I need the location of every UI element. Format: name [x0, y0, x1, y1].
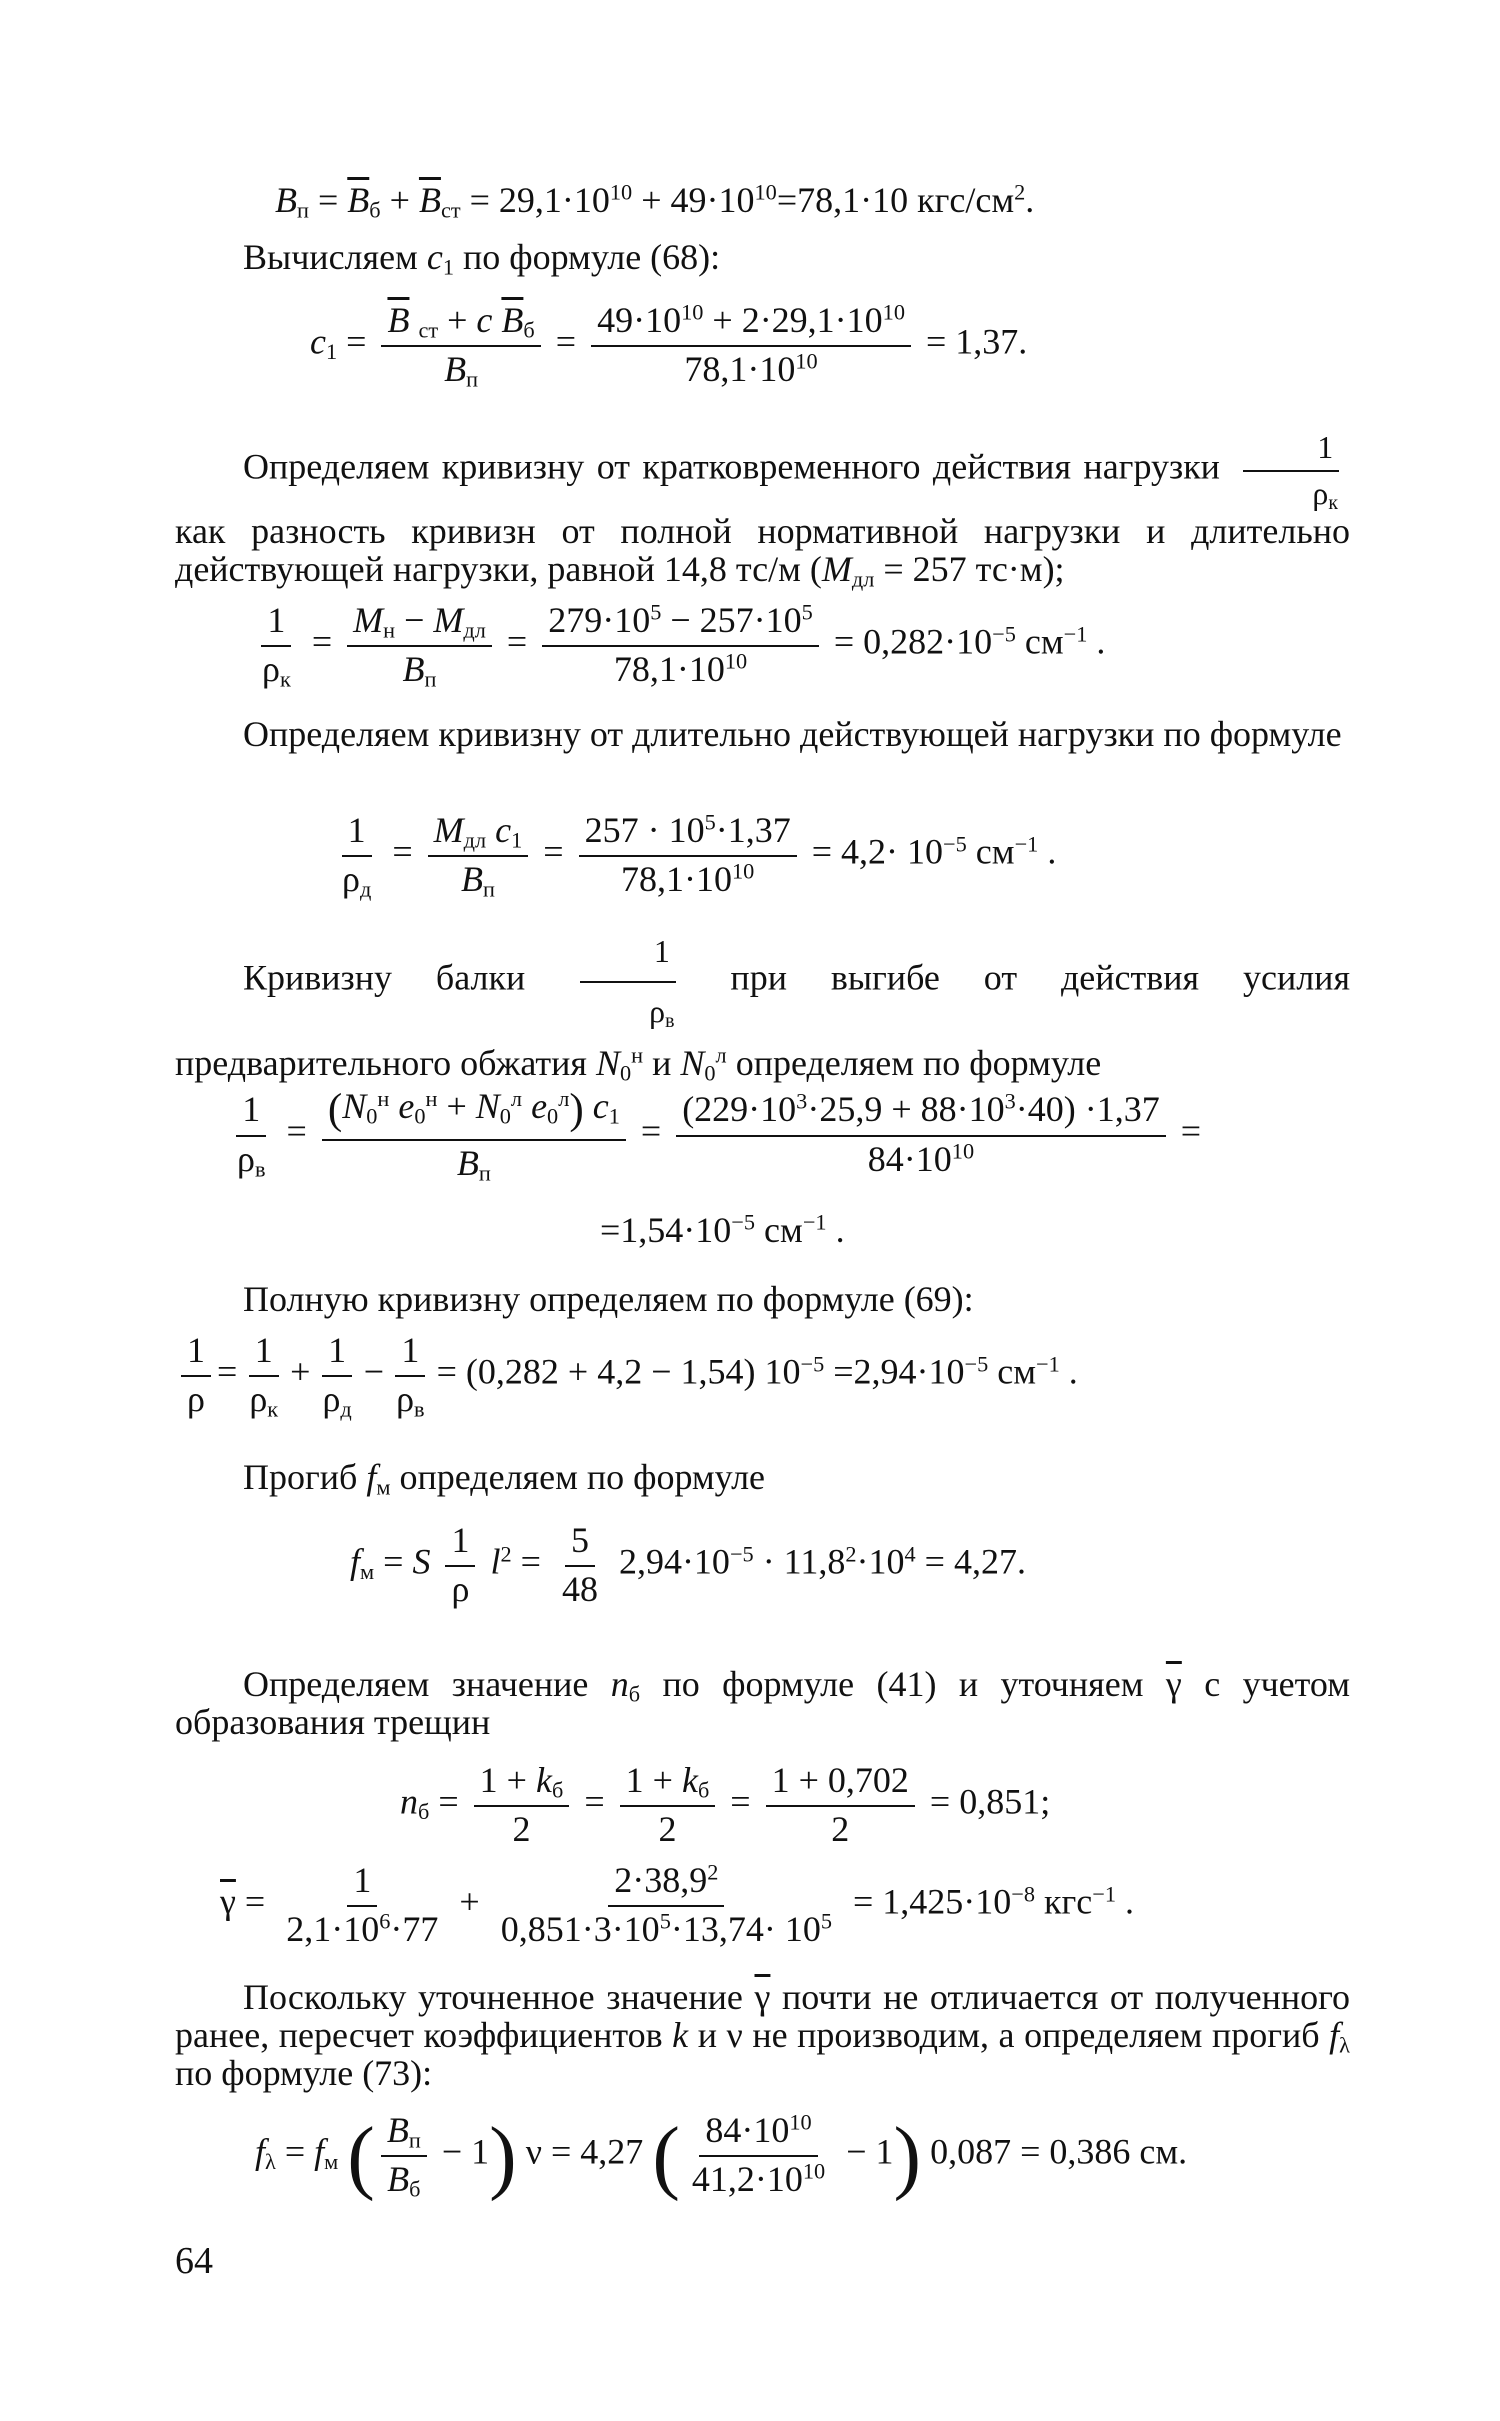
equation-rho-k: $\frac{1}{\rho_к}$ = $\frac{M_н - M_{дл}}{B_п}$ = $\frac{279\cdot 10^5 - 257\cdot 10^5}{78,1\cdot 10^{10}}$ = $0,282\cdot 10^{-5}$ $см^{-1}$ .: [262, 599, 1106, 692]
equation-c1: $c_1$ = $\frac{\overline{B} _{ст} + c \overline{B}_б}{B_п}$ = $\frac{49\cdot 10^{10} + 2\cdot 29,1\cdot 10^{10}}{78,1\cdot 10^{10}}$ = 1,37.: [310, 299, 1028, 392]
curvature-long-paragraph: Определяем кривизну от длительно действующей нагрузки по формуле: [243, 714, 1342, 754]
intro-calc-paragraph: Вычисляем $c_1$ по формуле (68):: [243, 237, 721, 280]
page-number: 64: [175, 2240, 213, 2282]
equation-rho-v: $\frac{1}{\rho_в}$ = $\frac{(N_0^н e_0^н + N_0^л e_0^л) c_1}{B_п}$ = $\frac{(229\cdot 10^3\cdot 25,9 + 88\cdot 10^3\cdot 40) \cdot 1,37}{84\cdot 10^{10}}$ =: [237, 1085, 1202, 1186]
curvature-short-paragraph: Определяем кривизну от кратковременного действия нагрузки $\frac{1}{\rho_к}$ как разность кривизн от полной нормативной нагрузки и длительно действующей нагрузки, равной 14,8 тс/м ($M_{дл} = 257$ тс·м);: [175, 429, 1350, 592]
equation-rho-v-result: $=1,54\cdot 10^{-5}$ $см^{-1}$ .: [600, 1209, 845, 1250]
n-b-paragraph: Определяем значение $n_б$ по формуле (41) и уточняем $\overline{\gamma}$ с учетом образования трещин: [175, 1664, 1351, 1742]
curvature-prestress-paragraph: Кривизну балки $\frac{1}{\rho_в}$ при выгибе от действия усилия предварительного обжатия $N_0^н$ и $N_0^л$ определяем по формуле: [175, 925, 1350, 1089]
equation-gamma: $\overline{\gamma}$ = $\frac{1}{2,1\cdot 10^6\cdot 77}$ + $\frac{2\cdot 38,9^2}{0,851\cdot 3\cdot 10^5\cdot 13,74\cdot 10^5}$ = $1,425\cdot 10^{-8}$ кгс$^{-1}$ .: [220, 1859, 1135, 1950]
equation-fm: $f_м = S$ $\frac{1}{\rho}$ $l^2$ = $\frac{5}{48}$ $2,94\cdot 10^{-5} \cdot 11,8^2\cdot 10^4 = 4,27$.: [350, 1520, 1026, 1610]
equation-nb: $n_б$ = $\frac{1 + k_б}{2}$ = $\frac{1 + k_б}{2}$ = $\frac{1 + 0,702}{2}$ = 0,851;: [400, 1760, 1051, 1850]
equation-bp: $B_п = \overline{B}_б + \overline{B}_{ст} = 29,1\cdot 10^{10} + 49\cdot 10^{10}=78,1\cdot 10$ кгс/$см^2$.: [275, 179, 1035, 223]
equation-rho-d: $\frac{1}{\rho_д}$ = $\frac{M_{дл} c_1}{B_п}$ = $\frac{257 \cdot 10^5\cdot 1,37}{78,1\cdot 10^{10}}$ = $4,2\cdot 10^{-5}$ $см^{-1}$ .: [342, 809, 1057, 902]
recalc-paragraph: Поскольку уточненное значение $\overline{\gamma}$ почти не отличается от полученного ранее, пересчет коэффициентов k и ν не производим, а определяем прогиб $f_\lambda$ по формуле (73):: [175, 1977, 1351, 2093]
full-curvature-paragraph: Полную кривизну определяем по формуле (69):: [243, 1279, 974, 1319]
deflection-paragraph: Прогиб $f_м$ определяем по формуле: [243, 1457, 766, 1500]
equation-f-lambda: $f_\lambda = f_м$ ( $\frac{B_п}{B_б}$ − 1) ν = 4,27 ( $\frac{84\cdot 10^{10}}{41,2\cdot 10^{10}}$ − 1) 0,087 = 0,386 см.: [255, 2109, 1188, 2202]
equation-rho: $\frac{1}{\rho}$ = $\frac{1}{\rho_к}$ + $\frac{1}{\rho_д}$ − $\frac{1}{\rho_в}$ = (0,282 + 4,2 − 1,54) $10^{-5} =2,94\cdot 10^{-5}$ $см^{-1}$ .: [175, 1330, 1078, 1421]
